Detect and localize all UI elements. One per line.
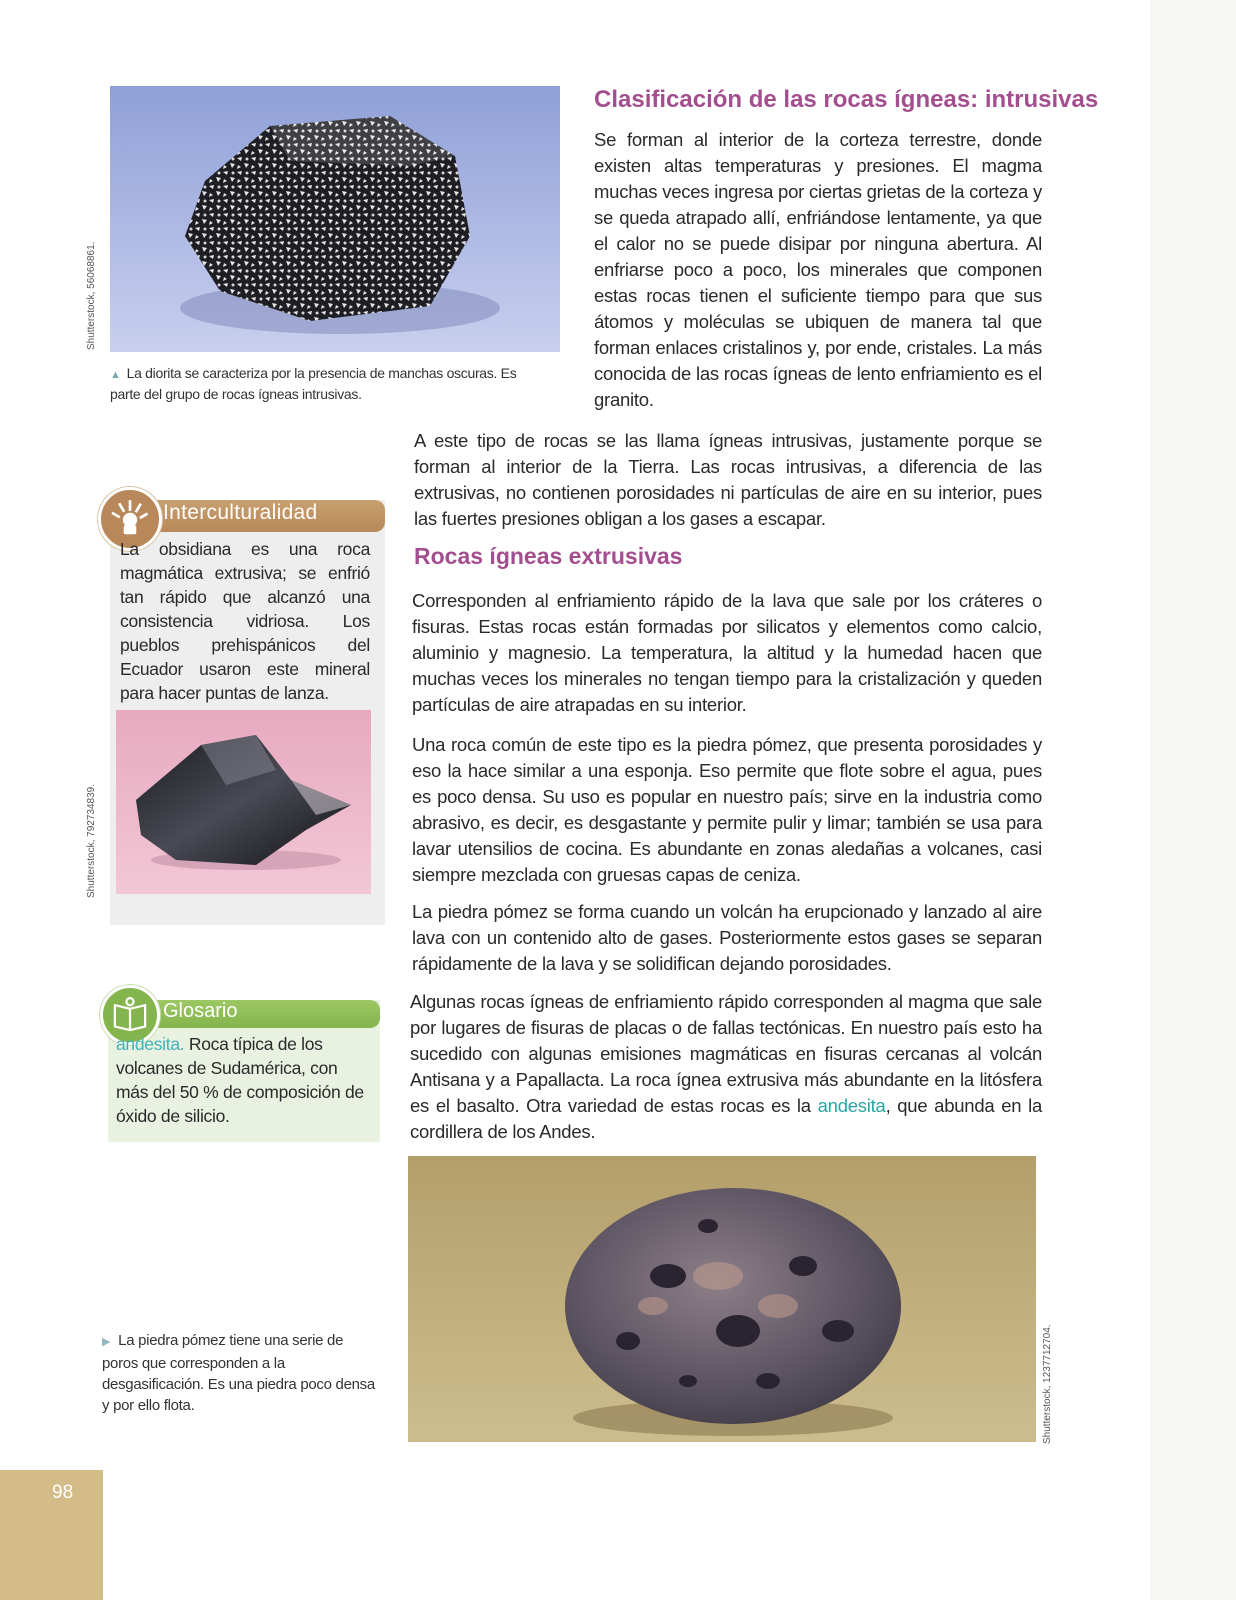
page-margin-band (1150, 0, 1236, 1600)
diorite-photo-credit: Shutterstock, 56068861. (86, 241, 97, 350)
extrusivas-paragraph-4-start: Algunas rocas ígneas de enfriamiento rápido corresponden al magma que sale por lugares de fisuras de placas o de fallas tectónicas. En nuestro país esto ha sucedido con algunas emisiones magmáticas en fisuras cercanas al volcán Antisana y a Papallacta. La roca ígnea extrusiva más abundante en la litósfera es el basalto. Otra variedad de estas rocas es la (410, 991, 1042, 1116)
page-number: 98 (52, 1482, 74, 1503)
diorite-caption-text: La diorita se caracteriza por la presencia de manchas oscuras. Es parte del grupo de rocas ígneas intrusivas. (110, 365, 517, 402)
caption-marker-icon: ▶ (102, 1336, 111, 1348)
glosario-title: Glosario (163, 1000, 238, 1022)
glosario-entry (116, 1032, 371, 1128)
pumice-photo-credit: Shutterstock, 1237712704. (1042, 1324, 1053, 1444)
andesita-glossary-link[interactable]: andesita (817, 1095, 886, 1116)
extrusivas-paragraph-3: La piedra pómez se forma cuando un volcán ha erupcionado y lanzado al aire lava con un contenido alto de gases. Posteriormente estos gases se separan rápidamente de la lava y se solidifican dejando porosidades. (412, 901, 1042, 974)
interculturalidad-text: La obsidiana es una roca magmática extrusiva; se enfrió tan rápido que alcanzó una consistencia vidriosa. Los pueblos prehispánicos del Ecuador usaron este mineral para hacer puntas de lanza. (120, 539, 370, 703)
heading-intrusivas: Clasificación de las rocas ígneas: intrusivas (594, 86, 1099, 113)
heading-extrusivas: Rocas ígneas extrusivas (414, 543, 683, 569)
pumice-photo (408, 1156, 1036, 1442)
glosario-term: andesita. (116, 1034, 185, 1054)
pumice-caption-text: La piedra pómez tiene una serie de poros que corresponden a la desgasificación. Es una piedra poco densa y por ello flota. (102, 1332, 375, 1414)
diorite-caption (110, 364, 550, 404)
obsidian-photo-credit: Shutterstock, 792734839. (86, 784, 97, 898)
pumice-caption (102, 1330, 377, 1416)
intrusivas-paragraph-1: Se forman al interior de la corteza terrestre, donde existen altas temperaturas y presiones. El magma muchas veces ingresa por ciertas grietas de la corteza y se queda atrapado allí, enfriándose lentamente, ya que el calor no se puede disipar por ninguna abertura. Al enfriarse poco a poco, los minerales que componen estas rocas tienen el suficiente tiempo para que sus átomos y moléculas se ubiquen de manera tal que forman enlaces cristalinos y, por ende, cristales. La más conocida de las rocas ígneas de lento enfriamiento es el granito. (594, 129, 1042, 410)
interculturalidad-title: Interculturalidad (163, 501, 318, 524)
glosario-definition: Roca típica de los volcanes de Sudamérica, con más del 50 % de composición de óxido de silicio. (116, 1034, 364, 1126)
extrusivas-paragraph-4-end: , que abunda en la cordillera de los Andes. (410, 1095, 1042, 1142)
diorite-photo (110, 86, 560, 352)
caption-marker-icon: ▲ (110, 369, 121, 381)
extrusivas-paragraph-4 (410, 989, 1042, 1145)
extrusivas-paragraph-2: Una roca común de este tipo es la piedra pómez, que presenta porosidades y eso la hace similar a una esponja. Eso permite que flote sobre el agua, pues es poco densa. Su uso es popular en nuestro país; sirve en la industria como abrasivo, es decir, es desgastante y permite pulir y limar; también se usa para lavar utensilios de cocina. Es abundante en zonas aledañas a volcanes, casi siempre mezclada con gruesas capas de ceniza. (412, 734, 1042, 885)
intrusivas-paragraph-2: A este tipo de rocas se las llama ígneas intrusivas, justamente porque se forman al interior de la Tierra. Las rocas intrusivas, a diferencia de las extrusivas, no contienen porosidades ni partículas de aire en su interior, pues las fuertes presiones obligan a los gases a escapar. (414, 430, 1042, 529)
extrusivas-paragraph-1: Corresponden al enfriamiento rápido de la lava que sale por los cráteres o fisuras. Estas rocas están formadas por silicatos y elementos como calcio, aluminio y magnesio. La temperatura, la altitud y la humedad hacen que muchas veces los minerales no tengan tiempo para la cristalización y queden partículas de aire atrapadas en su interior. (412, 590, 1042, 715)
obsidian-photo (116, 710, 371, 894)
